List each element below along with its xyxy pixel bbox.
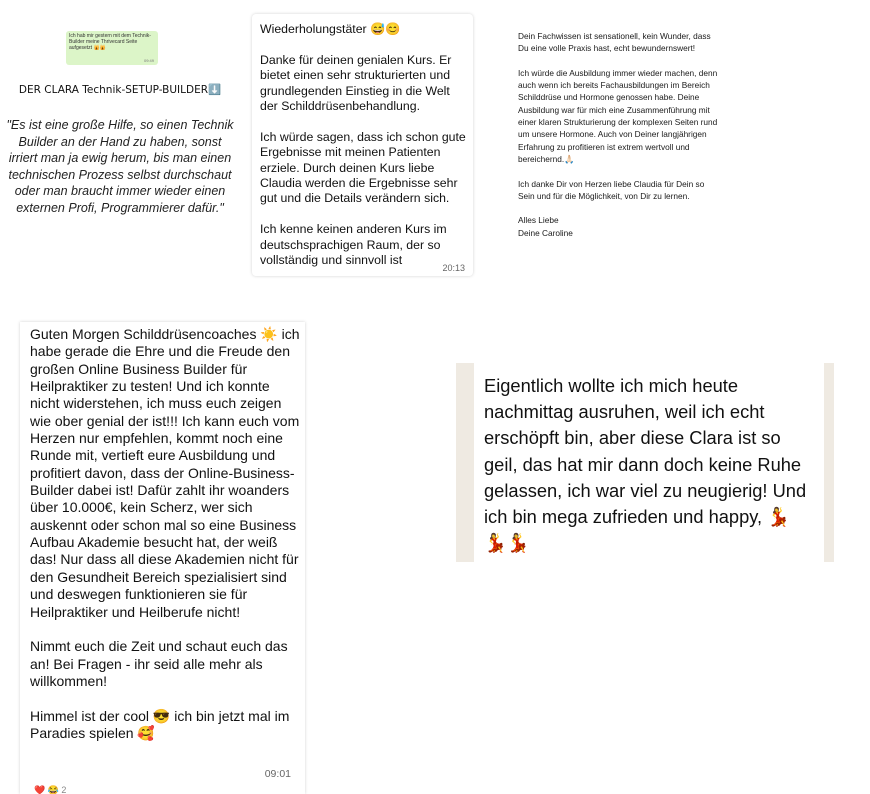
testimonial-quote: "Es ist eine große Hilfe, so einen Technik Builder an der Hand zu haben, sonst irriert man ja ewig herum, bis man einen technischen Prozess selbst durchschaut oder man braucht immer wieder einen externen Profi, Programmierer dafür." bbox=[6, 118, 234, 215]
message-reactions: ❤️ 😂 2 bbox=[34, 785, 67, 794]
message-paragraph: Ich würde sagen, dass ich schon gute Ergebnisse mit meinen Patienten erziele. Durch deinen Kurs liebe Claudia werden die Ergebnisse sehr gut und die Details verändern sich. bbox=[260, 129, 466, 206]
message-paragraph: Nimmt euch die Zeit und schaut euch das an! Bei Fragen - ihr seid alle mehr als willkommen! bbox=[30, 638, 288, 689]
message-paragraph: Ich kenne keinen anderen Kurs im deutschsprachigen Raum, der so vollständig und sinnvoll ist bbox=[260, 222, 447, 268]
card-title: DER CLARA Technik-SETUP-BUILDER⬇️ bbox=[18, 84, 222, 96]
message-paragraph: Himmel ist der cool 😎 ich bin jetzt mal im Paradies spielen 🥰 bbox=[30, 707, 290, 741]
message-paragraph: Danke für deinen genialen Kurs. Er bietet einen sehr strukturierten und grundlegenden Einstieg in die Welt der Schilddrüsenbehandlung. bbox=[260, 52, 452, 114]
message-text bbox=[260, 22, 466, 276]
testimonial-card-caroline bbox=[506, 22, 728, 278]
message-paragraph: Wiederholungstäter 😅😊 bbox=[260, 22, 401, 36]
chat-thumbnail bbox=[66, 31, 158, 65]
message-time: 09:01 bbox=[264, 768, 291, 780]
message-text: Eigentlich wollte ich mich heute nachmittag ausruhen, weil ich echt erschöpft bin, aber diese Clara ist so geil, das hat mir dann doch keine Ruhe gelassen, ich war viel zu neugierig! Und ich bin mega zufrieden und happy, 💃💃💃 bbox=[484, 375, 807, 554]
message-paragraph: Dein Fachwissen ist sensationell, kein Wunder, dass Du eine volle Praxis hast, echt bewundernswert! bbox=[518, 31, 711, 54]
thumbnail-text: Ich hab mir gestern mit dem Technik-Builder meine Thrivecard Seite aufgesetzt 🙀🙀 bbox=[69, 33, 151, 51]
message-signature: Deine Caroline bbox=[518, 227, 573, 238]
message-text bbox=[518, 30, 718, 239]
thumbnail-time: 09:49 bbox=[143, 58, 154, 63]
chat-bubble-clara-happy bbox=[456, 363, 834, 562]
testimonial-card-technik-builder bbox=[0, 25, 240, 255]
message-paragraph: Ich würde die Ausbildung immer wieder machen, denn auch wenn ich bereits Fachausbildungen im Bereich Schilddrüse und Hormone genossen habe. Deine Ausbildung war für mich eine Zusammenführung mit einer klaren Strukturierung der komplexen Seiten rund um unsere Hormone. Auch von Deiner langjährigen Erfahrung zu profitieren ist extrem wertvoll und bereichernd.🙏🏻 bbox=[518, 67, 718, 164]
message-time: 20:13 bbox=[442, 263, 465, 273]
message-paragraph: Ich danke Dir von Herzen liebe Claudia für Dein so Sein und für die Möglichkeit, von Dir zu lernen. bbox=[518, 178, 705, 201]
message-text bbox=[30, 326, 300, 760]
message-closing: Alles Liebe bbox=[518, 215, 559, 226]
message-paragraph: Guten Morgen Schilddrüsencoaches ☀️ ich habe gerade die Ehre und die Freude den großen Online Business Builder für Heilpraktiker zu testen! Und ich konnte nicht widerstehen, ich muss euch zeigen wie ober genial der ist!!! Ich kann euch vom Herzen nur empfehlen, kommt noch eine Runde mit, vertieft eure Ausbildung und profitiert davon, dass der Online-Business-Builder dabei ist! Dafür zahlt ihr woanders über 10.000€, kein Scherz, wer sich auskennt oder schon mal so eine Business Aufbau Akademie besucht hat, der weiß das! Nur dass all diese Akademien nicht für den Gesundheit Bereich spezialisiert sind und deswegen funktionieren sie für Heilpraktiker und Heilberufe nicht! bbox=[30, 326, 300, 620]
chat-bubble-wiederholungstaeter bbox=[252, 14, 473, 276]
chat-bubble-schilddruesencoaches bbox=[20, 322, 305, 794]
